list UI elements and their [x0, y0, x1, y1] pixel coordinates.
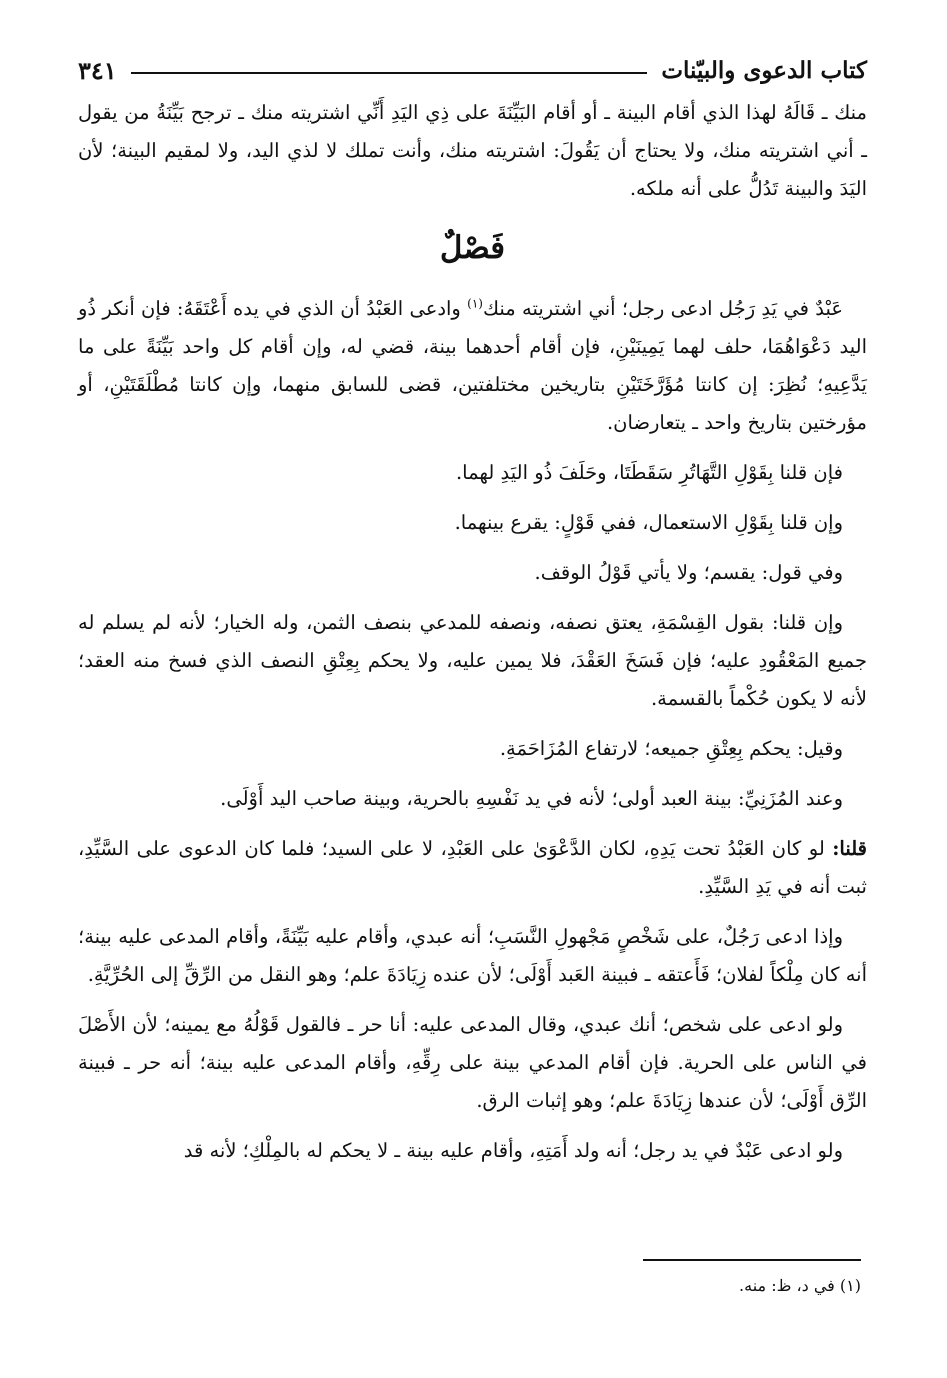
paragraph-tahatur: فإن قلنا بِقَوْلِ التَّهَاتُرِ سَقَطَتَا، وحَلَفَ ذُو اليَدِ لهما. — [455, 461, 843, 484]
paragraph-text-part1: عَبْدٌ في يَدِ رَجُل ادعى رجل؛ أني اشتريته منك — [482, 297, 843, 320]
paragraph-qisma: وإن قلنا: بقول القِسْمَةِ، يعتق نصفه، ونصفه للمدعي بنصف الثمن، وله الخيار؛ لأنه لم يسلم له جميع المَعْقُودِ عليه؛ فإن فَسَخَ العَقْدَ، فلا يمين عليه، ولا يحكم بِعِتْقِ النصف الذي فسخ منه العقد؛ لأنه لا يكون حُكْماً بالقسمة. — [78, 611, 867, 710]
paragraph-qulna — [78, 830, 867, 906]
paragraph-qism: وفي قول: يقسم؛ ولا يأتي قَوْلُ الوقف. — [534, 561, 843, 584]
qulna-lead: قلنا: — [832, 837, 867, 860]
paragraph-qil: وقيل: يحكم بِعِتْقِ جميعه؛ لارتفاع المُزَاحَمَةِ. — [499, 737, 843, 760]
paragraph-freedom-claim: ولو ادعى على شخص؛ أنك عبدي، وقال المدعى عليه: أنا حر ـ فالقول قَوْلُهُ مع يمينه؛ لأن الأَصْلَ في الناس على الحرية. فإن أقام المدعي بينة على رِقِّهِ، وأقام المدعى عليه بينة؛ أنه حر ـ فبينة الرِّق أَوْلَى؛ لأن عندها زِيَادَةَ علم؛ وهو إثبات الرق. — [78, 1013, 867, 1112]
footnote-rule — [643, 1259, 861, 1261]
paragraph-unknown-lineage: وإذا ادعى رَجُلٌ، على شَخْصٍ مَجْهولِ النَّسَبِ؛ أنه عبدي، وأقام عليه بَيِّنَةً، وأقام المدعى عليه بينة؛ أنه كان مِلْكاً لفلان؛ فَأَعتقه ـ فبينة العَبد أَوْلَى؛ لأن عنده زِيَادَةَ علم؛ وهو النقل من الرِّقِّ إلى الحُرِّيَّةِ. — [78, 925, 867, 986]
paragraph-istimal: وإن قلنا بِقَوْلِ الاستعمال، ففي قَوْلٍ: يقرع بينهما. — [454, 511, 843, 534]
section-title: فَصْلٌ — [439, 230, 506, 266]
book-title: كتاب الدعوى والبيّنات — [661, 56, 867, 84]
qulna-text: لو كان العَبْدُ تحت يَدِهِ، لكان الدَّعْوَىٰ على العَبْدِ، لا على السيد؛ فلما كان الدعوى على السَّيِّدِ، ثبت أنه في يَدِ السَّيِّدِ. — [78, 837, 867, 898]
page-body — [78, 94, 867, 1182]
page-number: ٣٤١ — [78, 55, 117, 85]
paragraph-text-part2: وادعى العَبْدُ أن الذي في يده أَعْتَقَهُ: فإن أنكر ذُو اليد دَعْوَاهُمَا، حلف لهما يَمِينَيْنِ، فإن أقام أحدهما بينة، قضي له، وإن أقام كل واحد بَيِّنَةً على ما يَدَّعِيهِ؛ نُظِرَ: إن كانتا مُؤَرَّخَتَيْنِ بتاريخين مختلفتين، قضى للسابق منهما، وإن كانتا مُطْلَقَتَيْنِ، أو مؤرختين بتاريخ واحد ـ يتعارضان. — [78, 297, 867, 434]
page-header — [78, 50, 867, 90]
footnote-reference: (١) — [467, 296, 483, 311]
paragraph-slave-claim — [78, 290, 867, 442]
paragraph-continuation: منك ـ قَالَهُ لهذا الذي أقام البينة ـ أو أقام البَيِّنَةَ على ذِي اليَدِ أَنِّي اشتريته منك ـ ترجح بَيِّنَةُ من يقول ـ أني اشتريته منك، ولا يحتاج أن يَقُولَ: اشتريته منك، وأنت تملك لا لذي اليد، ولا لمقيم البينة؛ لأن اليَدَ والبينة تَدُلُّ على أنه ملكه. — [78, 101, 867, 200]
paragraph-amah-claim: ولو ادعى عَبْدٌ في يد رجل؛ أنه ولد أَمَتِهِ، وأقام عليه بينة ـ لا يحكم له بالمِلْكِ؛ لأنه قد — [183, 1139, 843, 1162]
footnote: (١) في د، ظ: منه. — [739, 1276, 861, 1295]
paragraph-muzani: وعند المُزَنِيِّ: بينة العبد أولى؛ لأنه في يد نَفْسِهِ بالحرية، وبينة صاحب اليد أَوْلَى. — [220, 787, 843, 810]
header-rule — [131, 72, 648, 74]
